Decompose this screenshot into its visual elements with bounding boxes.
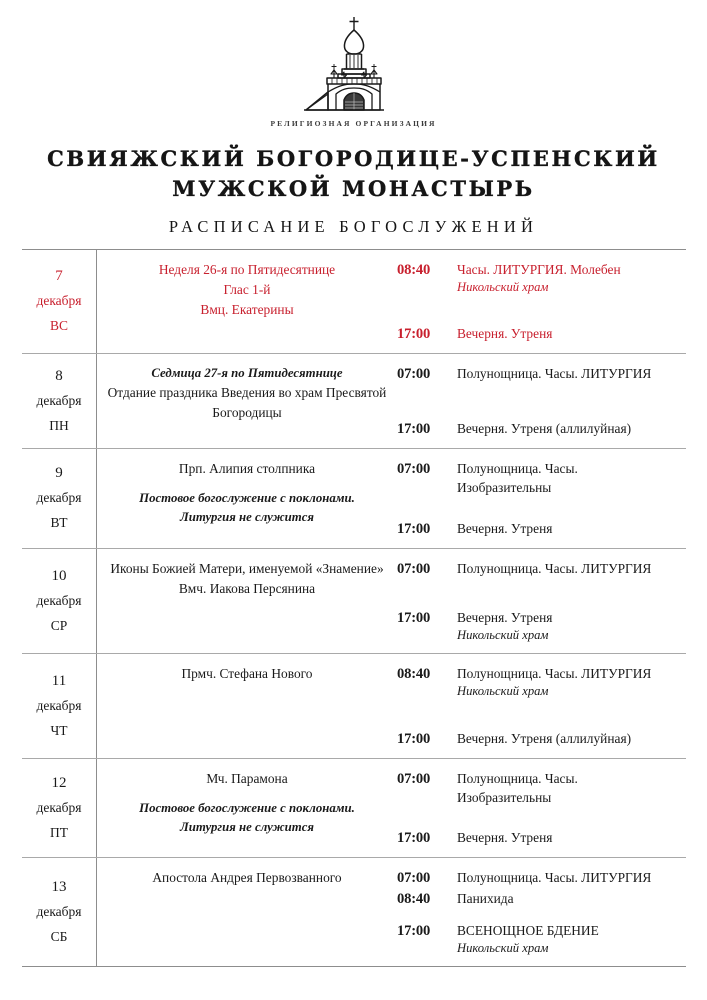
service-description (449, 260, 680, 297)
service-line: Полунощница. Часы. ЛИТУРГИЯ (457, 561, 652, 576)
service-description (449, 459, 680, 497)
commemoration-line: Прмч. Стефана Нового (181, 666, 313, 681)
service-description (449, 868, 680, 887)
date-month: декабря (36, 293, 82, 309)
service-entry (397, 419, 680, 440)
services-cell (397, 858, 686, 966)
service-description (449, 419, 680, 438)
date-day-number: 9 (55, 465, 63, 482)
table-row (22, 759, 686, 858)
commemoration-line: Глас 1-й (223, 281, 271, 297)
service-time: 07:00 (397, 561, 431, 577)
service-line: Часы. ЛИТУРГИЯ. Молебен (457, 262, 621, 277)
service-time: 17:00 (397, 830, 431, 847)
table-row (22, 858, 686, 966)
date-month: декабря (36, 903, 82, 919)
logo-container (0, 0, 707, 114)
service-time: 17:00 (397, 326, 431, 343)
date-weekday: ПН (49, 417, 69, 433)
service-description (449, 729, 680, 748)
commemoration-line: Иконы Божией Матери, именуемой «Знамение» (110, 561, 384, 576)
service-time: 07:00 (397, 771, 431, 787)
table-row (22, 654, 686, 759)
date-day-number: 13 (51, 878, 67, 895)
date-cell (22, 250, 97, 353)
service-description (449, 828, 680, 847)
table-row (22, 449, 686, 549)
service-time: 17:00 (397, 521, 431, 538)
date-weekday: СБ (50, 928, 68, 944)
date-weekday: ЧТ (50, 722, 68, 738)
date-cell (22, 858, 97, 966)
commemoration-line: Мч. Парамона (206, 771, 288, 786)
date-month: декабря (36, 490, 82, 506)
service-line: ВСЕНОЩНОЕ БДЕНИЕ (457, 923, 599, 939)
service-time: 17:00 (397, 610, 431, 627)
commemoration-line: Отдание праздника Введения во храм Пресвятой Богородицы (107, 384, 387, 420)
commemoration-line: Апостола Андрея Первозванного (152, 870, 342, 885)
service-line: Вечерня. Утреня (457, 521, 553, 537)
service-time: 08:40 (397, 262, 431, 278)
service-time: 08:40 (397, 890, 431, 907)
service-entry (397, 769, 680, 807)
date-weekday: ВС (49, 318, 68, 334)
services-cell (397, 449, 686, 548)
title-line-1: СВИЯЖСКИЙ БОГОРОДИЦЕ-УСПЕНСКИЙ (47, 146, 660, 171)
service-location: Никольский храм (457, 280, 549, 295)
services-cell (397, 759, 686, 857)
service-description (449, 769, 680, 807)
service-time: 07:00 (397, 870, 431, 886)
service-time: 17:00 (397, 731, 431, 748)
date-cell (22, 449, 97, 548)
service-description (449, 519, 680, 538)
commemoration-line: Постовое богослужение с поклонами. (139, 490, 355, 505)
date-month: декабря (36, 697, 82, 713)
services-cell (397, 549, 686, 653)
service-line: Полунощница. Часы. ЛИТУРГИЯ (457, 870, 652, 885)
service-time: 08:40 (397, 666, 431, 682)
commemoration-line: Неделя 26-я по Пятидесятнице (158, 262, 336, 277)
service-location: Никольский храм (457, 941, 549, 956)
commemoration-line: Седмица 27-я по Пятидесятнице (151, 366, 343, 380)
service-description (449, 324, 680, 343)
service-line: Полунощница. Часы. ЛИТУРГИЯ (457, 366, 652, 381)
date-cell (22, 354, 97, 448)
title-line-2: МУЖСКОЙ МОНАСТЫРЬ (172, 175, 535, 201)
service-description (449, 608, 680, 645)
commemoration-cell (97, 354, 397, 448)
commemoration-line: Литургия не служится (179, 509, 315, 524)
service-line: Полунощница. Часы. (457, 461, 578, 476)
commemoration-cell (97, 250, 397, 353)
service-entry (397, 868, 680, 889)
schedule-table (22, 249, 686, 967)
service-description (449, 889, 680, 908)
service-time: 17:00 (397, 923, 431, 940)
service-location: Никольский храм (457, 628, 549, 643)
commemoration-cell (97, 549, 397, 653)
date-cell (22, 759, 97, 857)
service-entry (397, 559, 680, 580)
service-line: Вечерня. Утреня (457, 326, 553, 342)
service-entry (397, 364, 680, 385)
service-entry (397, 519, 680, 540)
service-line: Полунощница. Часы. ЛИТУРГИЯ (457, 666, 652, 681)
table-row (22, 354, 686, 449)
service-time: 07:00 (397, 366, 431, 382)
service-line: Изобразительны (457, 790, 552, 806)
service-description (449, 364, 680, 383)
service-entry (397, 459, 680, 497)
service-location: Никольский храм (457, 684, 549, 699)
service-entry (397, 889, 680, 910)
service-entry (397, 828, 680, 849)
table-row (22, 250, 686, 354)
service-entry (397, 324, 680, 345)
commemoration-cell (97, 449, 397, 548)
service-line: Вечерня. Утреня (аллилуйная) (457, 421, 632, 437)
date-cell (22, 654, 97, 758)
service-entry (397, 921, 680, 958)
commemoration-line: Литургия не служится (179, 819, 315, 834)
church-line-art-icon (298, 14, 410, 114)
commemoration-cell (97, 654, 397, 758)
service-line: Вечерня. Утреня (457, 830, 553, 846)
org-caption: РЕЛИГИОЗНАЯ ОРГАНИЗАЦИЯ (270, 119, 437, 128)
date-month: декабря (36, 799, 82, 815)
date-weekday: ПТ (50, 824, 68, 840)
commemoration-line: Постовое богослужение с поклонами. (139, 800, 355, 815)
date-cell (22, 549, 97, 653)
service-line: Панихида (457, 890, 514, 906)
service-line: Изобразительны (457, 480, 552, 496)
service-line: Вечерня. Утреня (аллилуйная) (457, 731, 632, 747)
services-cell (397, 654, 686, 758)
date-day-number: 11 (51, 672, 67, 689)
service-description (449, 559, 680, 578)
service-entry (397, 260, 680, 297)
date-day-number: 7 (55, 268, 63, 285)
date-day-number: 10 (51, 567, 67, 584)
commemoration-line: Вмч. Иакова Персянина (178, 580, 316, 596)
commemoration-cell (97, 759, 397, 857)
commemoration-line: Прп. Алипия столпника (178, 461, 316, 476)
date-month: декабря (36, 592, 82, 608)
service-time: 17:00 (397, 421, 431, 438)
service-entry (397, 664, 680, 701)
date-weekday: СР (50, 617, 68, 633)
service-line: Полунощница. Часы. (457, 771, 578, 786)
service-entry (397, 608, 680, 645)
page-subtitle: РАСПИСАНИЕ БОГОСЛУЖЕНИЙ (168, 216, 539, 236)
commemoration-line: Вмц. Екатерины (200, 301, 294, 317)
date-day-number: 12 (51, 774, 67, 791)
services-cell (397, 250, 686, 353)
date-weekday: ВТ (50, 515, 68, 531)
table-row (22, 549, 686, 654)
service-description (449, 664, 680, 701)
commemoration-cell (97, 858, 397, 966)
services-cell (397, 354, 686, 448)
service-entry (397, 729, 680, 750)
service-line: Вечерня. Утреня (457, 610, 553, 626)
date-day-number: 8 (55, 367, 63, 384)
service-time: 07:00 (397, 461, 431, 477)
service-description (449, 921, 680, 958)
page-title (0, 144, 707, 204)
date-month: декабря (36, 392, 82, 408)
